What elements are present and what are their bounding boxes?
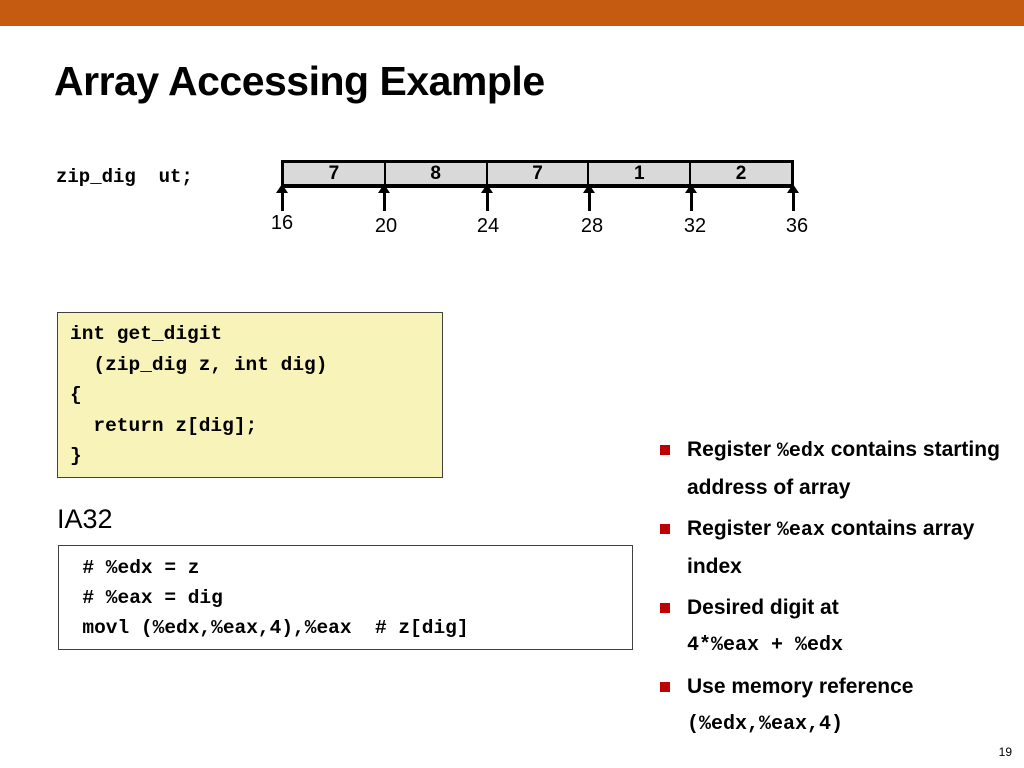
bullet-code: %eax	[776, 519, 825, 542]
ia32-label: IA32	[57, 504, 113, 534]
array-cell: 7	[488, 163, 590, 184]
code-line: {	[70, 384, 82, 406]
address-arrow-icon	[588, 188, 591, 211]
address-label: 16	[270, 212, 294, 234]
address-label: 24	[476, 215, 500, 237]
bullet-item	[660, 511, 1010, 585]
bullet-list	[660, 432, 1010, 748]
bullet-text: contains starting address of array	[687, 438, 1000, 499]
bullet-text: Register	[687, 438, 777, 461]
bullet-item	[660, 432, 1010, 506]
asm-line: movl (%edx,%eax,4),%eax # z[dig]	[59, 617, 469, 639]
slide-title: Array Accessing Example	[54, 58, 545, 104]
code-line: return z[dig];	[70, 414, 258, 437]
bullet-item	[660, 669, 1010, 743]
array-diagram	[281, 160, 794, 188]
array-declaration: zip_dig ut;	[56, 166, 193, 188]
code-line: }	[70, 445, 82, 467]
code-line: (zip_dig z, int dig)	[70, 353, 328, 376]
asm-line: # %eax = dig	[59, 587, 223, 609]
array-cell: 8	[386, 163, 488, 184]
bullet-code: 4*%eax + %edx	[687, 634, 844, 657]
address-label: 32	[683, 215, 707, 237]
array-cell: 1	[589, 163, 691, 184]
address-arrow-icon	[792, 188, 795, 211]
square-bullet-icon	[660, 524, 670, 534]
bullet-text: Use memory reference	[687, 675, 914, 698]
bullet-text: contains array index	[687, 517, 975, 578]
address-label: 36	[785, 215, 809, 237]
square-bullet-icon	[660, 603, 670, 613]
square-bullet-icon	[660, 445, 670, 455]
address-arrow-icon	[281, 188, 284, 211]
asm-line: # %edx = z	[59, 557, 200, 579]
address-label: 20	[374, 215, 398, 237]
address-arrow-icon	[383, 188, 386, 211]
array-cell: 2	[735, 162, 747, 184]
array-cell: 7	[284, 163, 386, 184]
bullet-text: Desired digit at	[687, 596, 839, 619]
address-label: 28	[580, 215, 604, 237]
assembly-code-box	[58, 545, 633, 650]
bullet-text: Register	[687, 517, 777, 540]
bullet-item	[660, 590, 1010, 664]
top-accent-bar	[0, 0, 1024, 26]
address-arrow-icon	[486, 188, 489, 211]
bullet-code: (%edx,%eax,4)	[687, 713, 844, 736]
c-code-box	[57, 312, 443, 478]
page-number: 19	[998, 745, 1012, 759]
address-arrow-icon	[690, 188, 693, 211]
code-line: int get_digit	[70, 323, 223, 345]
square-bullet-icon	[660, 682, 670, 692]
bullet-code: %edx	[776, 440, 825, 463]
